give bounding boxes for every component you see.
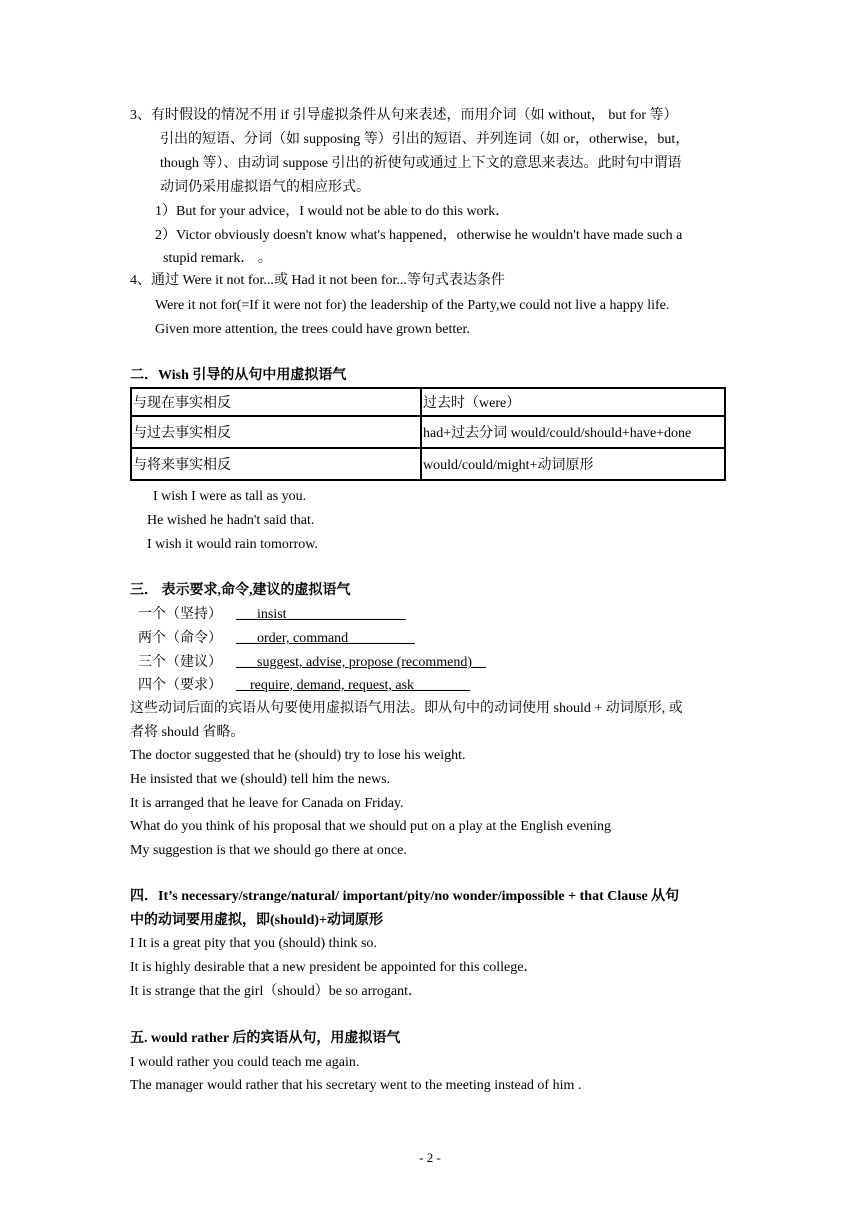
table-cell: 与现在事实相反 <box>131 388 421 416</box>
item4-example-1: Were it not for(=If it were not for) the leadership of the Party,we could not live a happy life. <box>155 298 670 313</box>
wish-example-3: I wish it would rain tomorrow. <box>147 537 318 552</box>
table-cell: 过去时（were） <box>421 388 725 416</box>
necessary-example: It is strange that the girl（should）be so arrogant． <box>130 984 422 999</box>
item3-line3: though 等）、由动词 suppose 引出的祈使句或通过上下文的意思来表达。此时句中谓语 <box>160 156 682 171</box>
table-cell: 与将来事实相反 <box>131 448 421 480</box>
item4-line: 4、通过 Were it not for...或 Had it not been for...等句式表达条件 <box>130 273 505 288</box>
wish-table <box>130 387 726 481</box>
demand-note-line1: 这些动词后面的宾语从句要使用虚拟语气用法。即从句中的动词使用 should + 动词原形, 或 <box>130 701 683 716</box>
demand-example: It is arranged that he leave for Canada on Friday. <box>130 796 404 811</box>
item3-example-2: 2）Victor obviously doesn't know what's happened，otherwise he wouldn't have made such a <box>155 228 683 243</box>
demand-row-blank: ___order, command________ _ <box>236 631 415 646</box>
rather-heading: 五. would rather 后的宾语从句，用虚拟语气 <box>130 1031 401 1046</box>
item4-example-2: Given more attention, the trees could have grown better. <box>155 322 470 337</box>
demand-row-label: 一个（坚持） <box>138 607 222 622</box>
item3-line1: 3、有时假设的情况不用 if 引导虚拟条件从句来表述，而用介词（如 without， but for 等） <box>130 108 678 123</box>
wish-example-2: He wished he hadn't said that. <box>147 513 315 528</box>
demand-row-blank: __require, demand, request, ask________ <box>236 678 471 693</box>
table-row <box>131 416 725 448</box>
item3-example-2-cont: stupid remark． 。 <box>163 251 272 266</box>
page-number: - 2 - <box>419 1150 441 1165</box>
item3-line2: 引出的短语、分词（如 supposing 等）引出的短语、并列连词（如 or，otherwise，but， <box>160 132 690 147</box>
item3-example-1: 1）But for your advice，I would not be able to do this work． <box>155 204 510 219</box>
demand-note-line2: 者将 should 省略。 <box>130 725 245 740</box>
demand-row <box>138 630 415 648</box>
demand-row-label: 两个（命令） <box>138 631 222 646</box>
necessary-heading-line2: 中的动词要用虚拟，即(should)+动词原形 <box>130 913 383 928</box>
item3-line4: 动词仍采用虚拟语气的相应形式。 <box>160 180 370 195</box>
table-row <box>131 448 725 480</box>
table-cell: would/could/might+动词原形 <box>421 448 725 480</box>
necessary-example: It is highly desirable that a new president be appointed for this college． <box>130 960 538 975</box>
necessary-heading-line1: 四．It’s necessary/strange/natural/ important/pity/no wonder/impossible + that Clause 从句 <box>130 889 680 904</box>
demand-row-label: 四个（要求） <box>138 678 222 693</box>
table-cell: had+过去分词 would/could/should+have+done <box>421 416 725 448</box>
rather-example: I would rather you could teach me again. <box>130 1055 360 1070</box>
table-cell: 与过去事实相反 <box>131 416 421 448</box>
rather-example: The manager would rather that his secretary went to the meeting instead of him . <box>130 1078 582 1093</box>
demand-example: My suggestion is that we should go there at once. <box>130 843 407 858</box>
table-row <box>131 388 725 416</box>
demand-example: What do you think of his proposal that we should put on a play at the English evening <box>130 819 611 834</box>
wish-heading: 二．Wish 引导的从句中用虚拟语气 <box>130 368 347 383</box>
demand-row-label: 三个（建议） <box>138 655 222 670</box>
demand-example: The doctor suggested that he (should) try to lose his weight. <box>130 748 466 763</box>
demand-row-blank: ___insist_________________ <box>236 607 406 622</box>
demand-example: He insisted that we (should) tell him the news. <box>130 772 391 787</box>
demand-row <box>138 654 486 672</box>
demand-row-blank: ___suggest, advise, propose (recommend)__ <box>236 655 486 670</box>
demand-row <box>138 677 470 695</box>
necessary-example: I It is a great pity that you (should) think so. <box>130 936 377 951</box>
wish-example-1: I wish I were as tall as you. <box>153 489 307 504</box>
demand-heading: 三． 表示要求,命令,建议的虚拟语气 <box>130 583 351 598</box>
demand-row <box>138 606 406 624</box>
